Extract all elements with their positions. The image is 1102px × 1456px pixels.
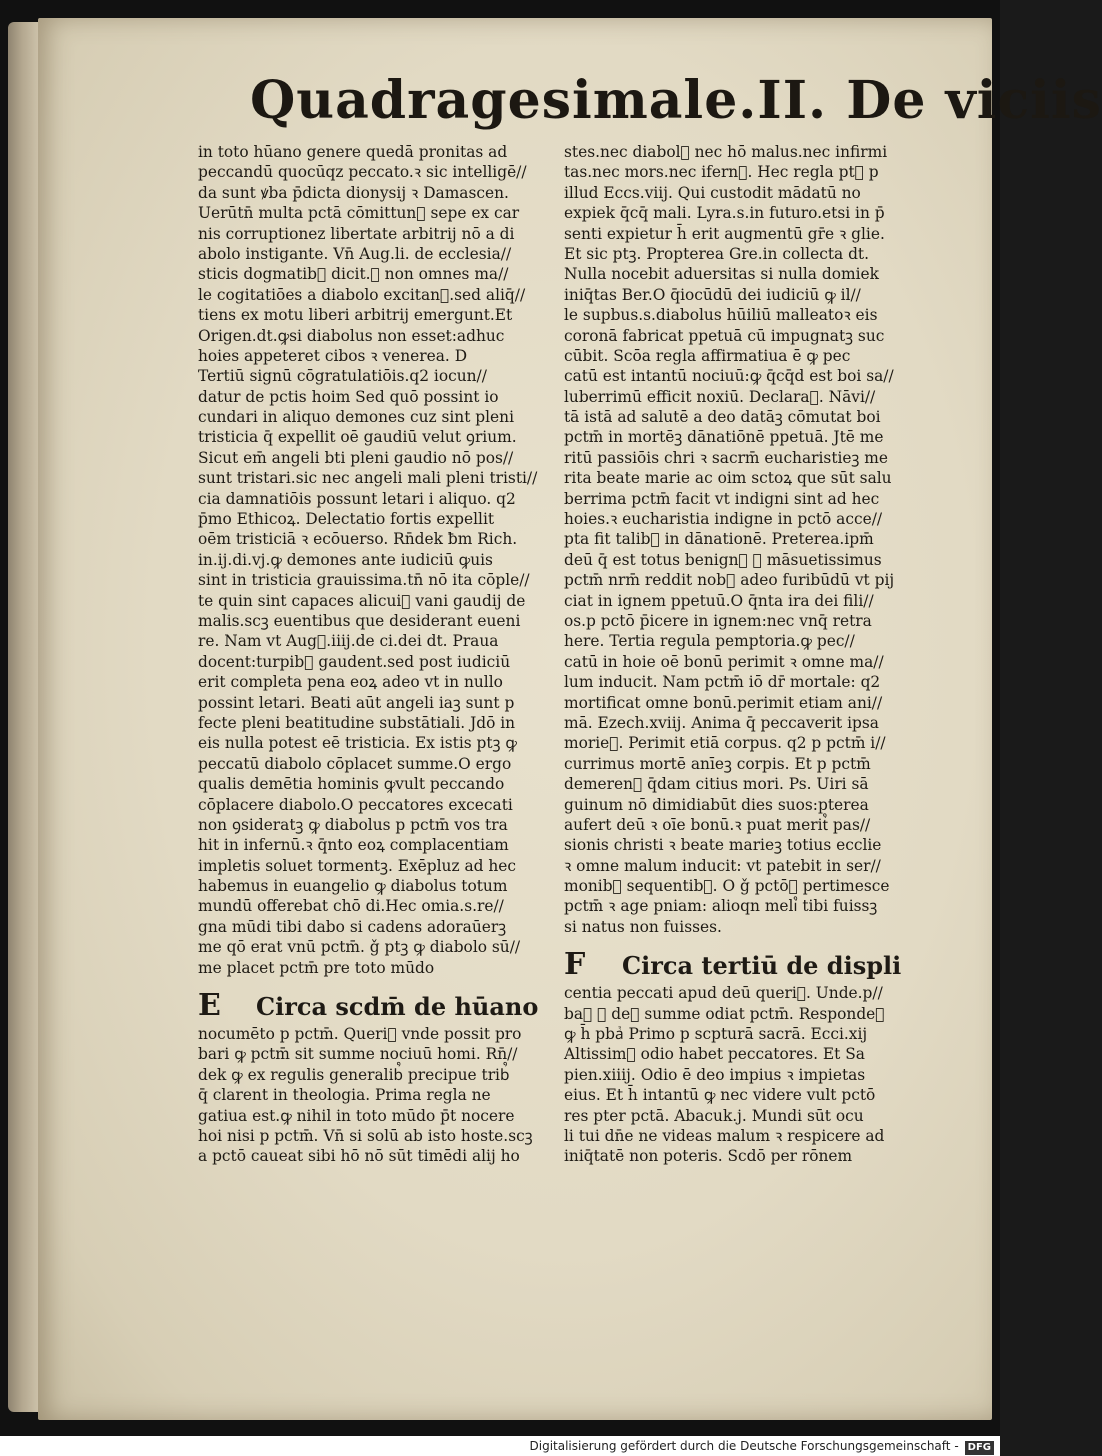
text-line: peccandū quocūqz peccato.ꝛ sic intelligē// <box>198 163 527 182</box>
text-line: q̄ clarent in theologia. Prima regla ne <box>198 1086 491 1105</box>
text-line: eis nulla potest eē tristicia. Ex istis ptꝫ ꝙ <box>198 734 517 753</box>
text-line: catū in hoie oē bonū perimit ꝛ omne ma// <box>564 652 884 671</box>
text-line: pctm̄ in mortēꝫ dānatiōnē ppetuā. Jtē me <box>564 428 884 447</box>
section-initial: E <box>198 988 221 1024</box>
text-line: fecte pleni beatitudine substātiali. Jdō in <box>198 713 516 732</box>
text-line: ꝙ h̄ pbaᷣ Primo p scpturā sacrā. Ecci.xij <box>564 1025 868 1044</box>
text-line: catū est intantū nociuū:ꝙ q̄cq̄d est boi sa// <box>564 367 894 386</box>
text-line: nis corruptionez libertate arbitrij nō a di <box>198 224 515 243</box>
text-line: me qō erat vnū pctm̄. ǧ ptꝫ ꝙ diabolo sū// <box>198 938 521 957</box>
text-line: me placet pctm̄ pre toto mūdo <box>198 958 435 977</box>
text-line: qualis demētia hominis ꝙvult peccando <box>198 775 505 794</box>
text-line: hoies.ꝛ eucharistia indigne in pctō acce// <box>564 510 883 529</box>
text-line: in toto hūano genere quedā pronitas ad <box>198 143 508 161</box>
text-line: le cogitatiōes a diabolo excitanᷣ.sed aliq̄// <box>198 285 526 304</box>
text-line: res pter pctā. Abacuk.j. Mundi sūt ocu <box>564 1106 864 1125</box>
section-heading <box>198 990 558 1024</box>
text-line: luberrimū efficit noxiū. Declaraᷣ. Nāvi// <box>564 387 876 406</box>
text-line: guinum nō dimidiabūt dies suos:pterea <box>564 795 869 814</box>
running-head: Quadragesimale.II. De viciis <box>250 70 1102 131</box>
text-line: Sicut em̄ angeli bti pleni gaudio nō pos// <box>198 448 514 467</box>
text-line: hoi nisi p pctm̄. Vn̄ si solū ab isto hoste.scꝫ <box>198 1126 533 1145</box>
text-line: sint in tristicia grauissima.tn̄ nō ita cōple// <box>198 571 530 590</box>
text-line: Et sic ptꝫ. Propterea Gre.in collecta dt. <box>564 244 870 263</box>
text-line: coronā fabricat ppetuā cū impugnatꝫ suc <box>564 326 885 345</box>
text-line: li tui dn̄e ne videas malum ꝛ respicere ad <box>564 1126 885 1145</box>
text-line: eius. Et h̄ intantū ꝙ nec videre vult pctō <box>564 1086 876 1105</box>
section-heading-text: Circa tertiū de displi <box>622 951 902 981</box>
text-line: gatiua est.ꝙ nihil in toto mūdo p̄t nocere <box>198 1106 515 1125</box>
text-line: sionis christi ꝛ beate marieꝫ totius ecclie <box>564 836 882 855</box>
section-heading-text: Circa scdm̄ de hūano <box>256 992 539 1022</box>
text-line: peccatū diabolo cōplacet summe.O ergo <box>198 754 512 773</box>
text-line: abolo instigante. Vn̄ Aug.li. de ecclesia// <box>198 244 512 263</box>
text-line: rita beate marie ac oim sctoꝝ que sūt salu <box>564 469 892 488</box>
text-line: Altissim᷒ odio habet peccatores. Et Sa <box>564 1045 865 1064</box>
text-line: Origen.dt.ꝙsi diabolus non esset:adhuc <box>198 326 505 345</box>
text-line: mā. Ezech.xviij. Anima q̄ peccaverit ipsa <box>564 713 879 732</box>
text-line: impletis soluet tormentꝫ. Exēpluz ad hec <box>198 856 517 875</box>
text-line: Tertiū signū cōgratulatiōis.q2 iocun// <box>198 367 487 386</box>
text-line: pctm̄ nrm̄ reddit nob᷒ adeo furibūdū vt pij <box>564 571 895 590</box>
text-line: pien.xiiij. Odio ē deo impius ꝛ impietas <box>564 1065 866 1084</box>
text-line: tiens ex motu liberi arbitrij emergunt.Et <box>198 306 513 325</box>
text-line: deū q̄ est totus benign᷒ ꝛ māsuetissimus <box>564 550 882 569</box>
text-line: datur de pctis hoim Sed quō possint io <box>198 387 499 406</box>
text-line: illud Eccs.viij. Qui custodit mādatū no <box>564 183 861 202</box>
text-line: currimus mortē anīeꝫ corpis. Et p pctm̄ <box>564 754 871 773</box>
text-line: Nulla nocebit aduersitas si nulla domiek <box>564 265 879 284</box>
text-line: iniq̄tas Ber.O q̄iocūdū dei iudiciū ꝙ il// <box>564 285 861 304</box>
text-line: ritū passiōis chri ꝛ sacrm̄ eucharistieꝫ me <box>564 448 889 467</box>
text-line: tas.nec mors.nec ifern᷒. Hec regla ptꝫ p <box>564 163 879 182</box>
text-line: bari ꝙ pctm̄ sit summe nociuū homi. Rn̄// <box>198 1045 518 1064</box>
text-line: a pctō caueat sibi hō nō sūt timēdi alij ho <box>198 1147 520 1166</box>
text-line: in.ij.di.vj.ꝙ demones ante iudiciū ꝙuis <box>198 550 493 569</box>
text-line: mundū offerebat chō di.Hec omia.s.re// <box>198 897 504 916</box>
text-line: monib᷒ sequentib᷒. O ǧ pctōꝛ pertimesce <box>564 877 890 896</box>
text-line: tristicia q̄ expellit oē gaudiū velut ꝯrium. <box>198 428 517 447</box>
section-initial: F <box>564 947 586 983</box>
text-line: hoies appeteret cibos ꝛ venerea. D <box>198 346 468 365</box>
right-column <box>564 142 924 1167</box>
text-line: mortificat omne bonū.perimit etiam ani// <box>564 693 883 712</box>
text-line: te quin sint capaces alicui᷒ vani gaudij de <box>198 591 526 610</box>
text-line: os.p pctō p̄icere in ignem:nec vnq̄ retra <box>564 611 872 630</box>
left-column <box>198 142 558 1167</box>
text-line: re. Nam vt Aug᷒.iiij.de ci.dei dt. Praua <box>198 632 499 651</box>
text-line: le supbus.s.diabolus hūiliū malleatoꝛ eis <box>564 306 878 325</box>
text-line: ciat in ignem ppetuū.O q̄nta ira dei fili// <box>564 591 874 610</box>
text-line: sunt tristari.sic nec angeli mali pleni tristi// <box>198 469 538 488</box>
text-line: tā istā ad salutē a deo datāꝫ cōmutat boi <box>564 408 881 427</box>
text-line: cōplacere diabolo.O peccatores excecati <box>198 795 513 814</box>
text-line: expiek q̄cq̄ mali. Lyra.s.in futuro.etsi in p̄ <box>564 204 885 223</box>
text-line: erit completa pena eoꝝ adeo vt in nullo <box>198 673 503 692</box>
funding-credit: Digitalisierung gefördert durch die Deutsche Forschungsgemeinschaft - <box>529 1439 959 1453</box>
section-heading <box>564 949 924 983</box>
text-line: si natus non fuisses. <box>564 917 722 936</box>
text-line: berrima pctm̄ facit vt indigni sint ad hec <box>564 489 880 508</box>
text-line: habemus in euangelio ꝙ diabolus totum <box>198 877 508 896</box>
text-line: gna mūdi tibi dabo si cadens adoraūerꝫ <box>198 917 507 936</box>
text-line: stes.nec diabol᷒ nec hō malus.nec infirmi <box>564 143 888 161</box>
text-line: demerenᷣ q̄dam citius mori. Ps. Uiri sā <box>564 775 869 794</box>
text-line: dek ꝙ ex regulis generalib᷒ precipue trib᷒ <box>198 1065 510 1084</box>
text-line: aufert deū ꝛ oīe bonū.ꝛ puat merit᷒ pas// <box>564 815 871 834</box>
text-line: da sunt ꝟba p̄dicta dionysij ꝛ Damascen. <box>198 183 509 202</box>
text-line: cundari in aliquo demones cuz sint pleni <box>198 408 515 427</box>
text-line: non ꝯsideratꝫ ꝙ diabolus p pctm̄ vos tra <box>198 815 508 834</box>
text-line: docent:turpib᷒ gaudent.sed post iudiciū <box>198 652 511 671</box>
text-line: p̄mo Ethicoꝝ. Delectatio fortis expellit <box>198 510 495 529</box>
text-line: iniq̄tatē non poteris. Scdō per rōnem <box>564 1147 853 1166</box>
text-line: nocumēto p pctm̄. Queriᷣ vnde possit pro <box>198 1025 522 1044</box>
text-line: centia peccati apud deū queriᷣ. Unde.p// <box>564 984 883 1003</box>
text-line: pctm̄ ꝛ age pniam: alioqn meli᷒ tibi fuissꝫ <box>564 897 878 916</box>
text-line: Uerūtn̄ multa pctā cōmittunᷣ sepe ex car <box>198 204 520 223</box>
text-line: cūbit. Scōa regla affirmatiua ē ꝙ pec <box>564 346 851 365</box>
text-line: malis.scꝫ euentibus que desiderant eueni <box>198 611 521 630</box>
footer-bar <box>0 1436 1000 1456</box>
text-line: baᷣ ꝙ de᷒ summe odiat pctm̄. Respondeᷣ <box>564 1004 885 1023</box>
text-line: hit in infernū.ꝛ q̄nto eoꝝ complacentiam <box>198 836 509 855</box>
text-line: senti expietur h̄ erit augmentū gr̄e ꝛ glie. <box>564 224 885 243</box>
text-line: pta fit talib᷒ in dānationē. Preterea.ipm̄ <box>564 530 874 549</box>
text-line: ꝛ omne malum inducit: vt patebit in ser// <box>564 856 881 875</box>
text-line: oēm tristiciā ꝛ ecōuerso. Rn̄dek ƀm Rich. <box>198 530 518 549</box>
dfg-logo: DFG <box>965 1441 994 1455</box>
text-line: here. Tertia regula pemptoria.ꝙ pec// <box>564 632 855 651</box>
text-line: morieᷣ. Perimit etiā corpus. q2 p pctm̄ i// <box>564 734 886 753</box>
text-line: sticis dogmatib᷒ dicit.ꝙ non omnes ma// <box>198 265 509 284</box>
text-line: cia damnatiōis possunt letari i aliquo. q2 <box>198 489 516 508</box>
text-line: lum inducit. Nam pctm̄ iō dr̄ mortale: q2 <box>564 673 881 692</box>
text-line: possint letari. Beati aūt angeli iaꝫ sunt p <box>198 693 515 712</box>
